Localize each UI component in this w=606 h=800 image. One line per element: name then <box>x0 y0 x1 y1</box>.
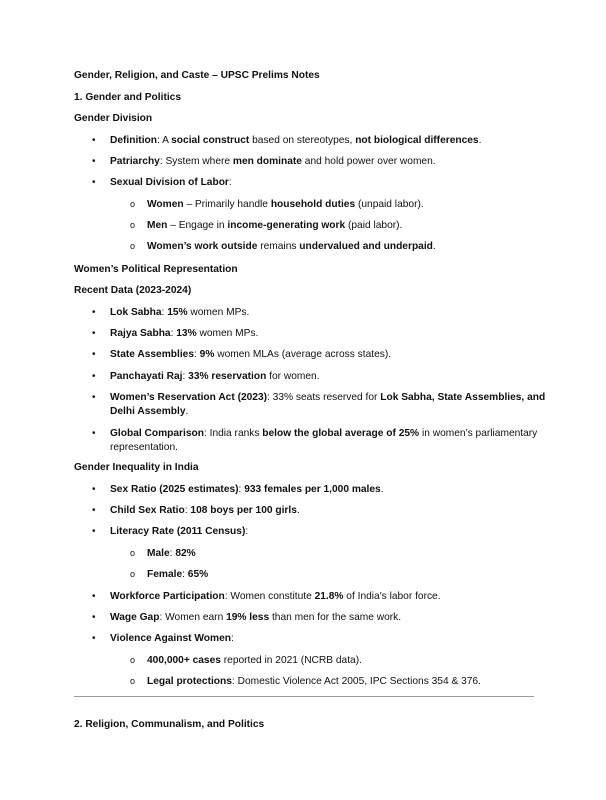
bullet-patriarchy: Patriarchy: System where men dominate and hold power over women. <box>110 156 436 167</box>
bullet-state-assemblies: State Assemblies: 9% women MLAs (average across states). <box>110 349 392 360</box>
sub-bullet-male: Male: 82% <box>147 548 196 559</box>
section-heading: 1. Gender and Politics <box>74 92 181 103</box>
horizontal-rule <box>74 696 534 697</box>
sub-bullet-cases: 400,000+ cases reported in 2021 (NCRB data). <box>147 655 362 666</box>
bullet-reservation-act: Women’s Reservation Act (2023): 33% seats reserved for Lok Sabha, State Assemblies, and <box>110 392 546 403</box>
sub-bullet-circle: o <box>130 548 136 558</box>
subheading: Gender Division <box>74 113 153 124</box>
bullet-dot: • <box>92 633 96 644</box>
sub-bullet-outside: Women’s work outside remains undervalued and underpaid. <box>147 241 436 252</box>
bullet-dot: • <box>92 484 96 495</box>
bullet-workforce: Workforce Participation: Women constitute 21.8% of India's labor force. <box>110 591 441 602</box>
bullet-lok-sabha: Lok Sabha: 15% women MPs. <box>110 307 250 318</box>
bullet-dot: • <box>92 591 96 602</box>
bullet-wage-gap: Wage Gap: Women earn 19% less than men for the same work. <box>110 612 402 623</box>
bullet-dot: • <box>92 428 96 439</box>
sub-bullet-circle: o <box>130 199 136 209</box>
subheading: Recent Data (2023-2024) <box>74 285 192 296</box>
sub-bullet-women: Women – Primarily handle household duties (unpaid labor). <box>147 199 424 210</box>
bullet-dot: • <box>92 371 96 382</box>
bullet-dot: • <box>92 612 96 623</box>
sub-bullet-female: Female: 65% <box>147 569 209 580</box>
bullet-violence: Violence Against Women: <box>110 633 234 644</box>
bullet-dot: • <box>92 328 96 339</box>
bullet-dot: • <box>92 526 96 537</box>
bullet-dot: • <box>92 177 96 188</box>
bullet-dot: • <box>92 392 96 403</box>
document-title: Gender, Religion, and Caste – UPSC Prelims Notes <box>74 70 320 81</box>
bullet-dot: • <box>92 307 96 318</box>
sub-bullet-circle: o <box>130 569 136 579</box>
bullet-sexual-division: Sexual Division of Labor: <box>110 177 232 188</box>
sub-bullet-circle: o <box>130 655 136 665</box>
sub-bullet-circle: o <box>130 220 136 230</box>
bullet-child-sex-ratio: Child Sex Ratio: 108 boys per 100 girls. <box>110 505 300 516</box>
subheading: Women’s Political Representation <box>74 264 238 275</box>
sub-bullet-legal: Legal protections: Domestic Violence Act 2005, IPC Sections 354 & 376. <box>147 676 481 687</box>
bullet-dot: • <box>92 135 96 146</box>
sub-bullet-circle: o <box>130 241 136 251</box>
bullet-reservation-act-cont: Delhi Assembly. <box>110 406 189 417</box>
bullet-global-comparison-cont: representation. <box>110 442 178 453</box>
bullet-dot: • <box>92 505 96 516</box>
bullet-rajya-sabha: Rajya Sabha: 13% women MPs. <box>110 328 259 339</box>
bullet-literacy-rate: Literacy Rate (2011 Census): <box>110 526 249 537</box>
bullet-dot: • <box>92 156 96 167</box>
bullet-definition: Definition: A social construct based on stereotypes, not biological differences. <box>110 135 482 146</box>
bullet-panchayati-raj: Panchayati Raj: 33% reservation for women. <box>110 371 320 382</box>
bullet-dot: • <box>92 349 96 360</box>
sub-bullet-circle: o <box>130 676 136 686</box>
bullet-sex-ratio: Sex Ratio (2025 estimates): 933 females per 1,000 males. <box>110 484 384 495</box>
sub-bullet-men: Men – Engage in income-generating work (paid labor). <box>147 220 403 231</box>
subheading: Gender Inequality in India <box>74 462 199 473</box>
bullet-global-comparison: Global Comparison: India ranks below the global average of 25% in women’s parliamentary <box>110 428 538 439</box>
section-heading: 2. Religion, Communalism, and Politics <box>74 719 265 730</box>
